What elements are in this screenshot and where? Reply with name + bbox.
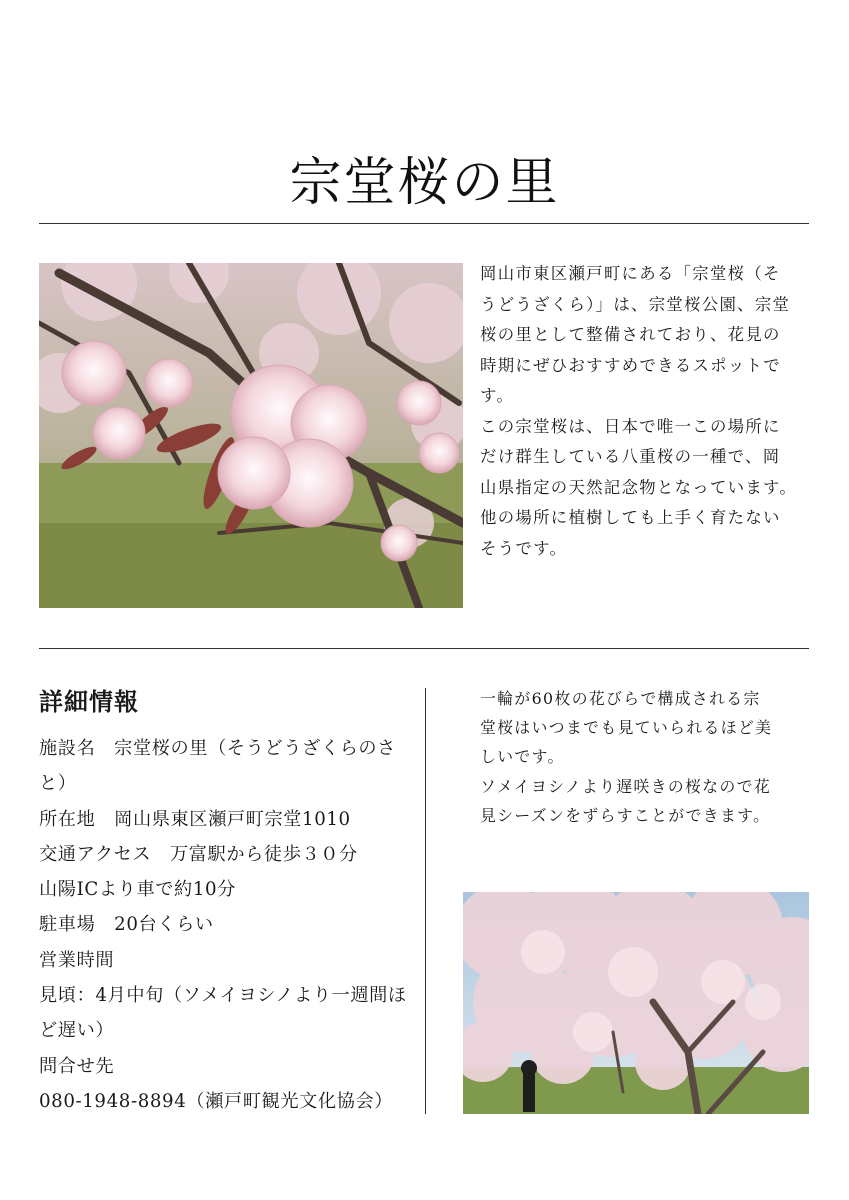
detail-contact-label: 問合せ先 [39,1055,115,1077]
cherry-blossom-closeup-photo [39,263,463,608]
detail-address: 所在地 岡山県東区瀬戸町宗堂1010 [39,808,351,830]
caption-paragraph: ソメイヨシノより遅咲きの桜なので花見シーズンをずらすことができます。 [480,776,772,825]
title-divider [39,223,809,224]
details-heading: 詳細情報 [39,688,139,716]
page-title: 宗堂桜の里 [289,153,560,213]
caption-paragraph: 一輪が60枚の花びらで構成される宗堂桜はいつまでも見ていられるほど美しいです。 [480,689,773,767]
detail-parking: 駐車場 20台くらい [39,914,214,936]
column-divider [425,688,426,1114]
detail-contact: 080-1948-8894（瀬戸町観光文化協会） [39,1090,394,1112]
cherry-tree-photo [463,892,809,1114]
detail-season: 見頃：4月中旬（ソメイヨシノより一週間ほど遅い） [39,985,407,1042]
detail-access: 交通アクセス 万富駅から徒歩３０分 [39,843,358,865]
intro-paragraph: この宗堂桜は、日本で唯一この場所にだけ群生している八重桜の一種で、岡山県指定の天然記念物となっています。他の場所に植樹しても上手く育たないそうです。 [480,416,798,558]
intro-paragraph: 岡山市東区瀬戸町にある「宗堂桜（そうどうざくら）」は、宗堂桜公園、宗堂桜の里として整備されており、花見の時期にぜひおすすめできるスポットです。 [480,264,791,405]
intro-text [480,259,798,564]
detail-access-car: 山陽ICより車で約10分 [39,879,236,901]
caption-text [480,684,776,830]
detail-facility: 施設名 宗堂桜の里（そうどうざくらのさと） [39,738,396,795]
details-list [39,731,417,1119]
detail-hours: 営業時間 [39,949,115,971]
section-divider [39,648,809,649]
